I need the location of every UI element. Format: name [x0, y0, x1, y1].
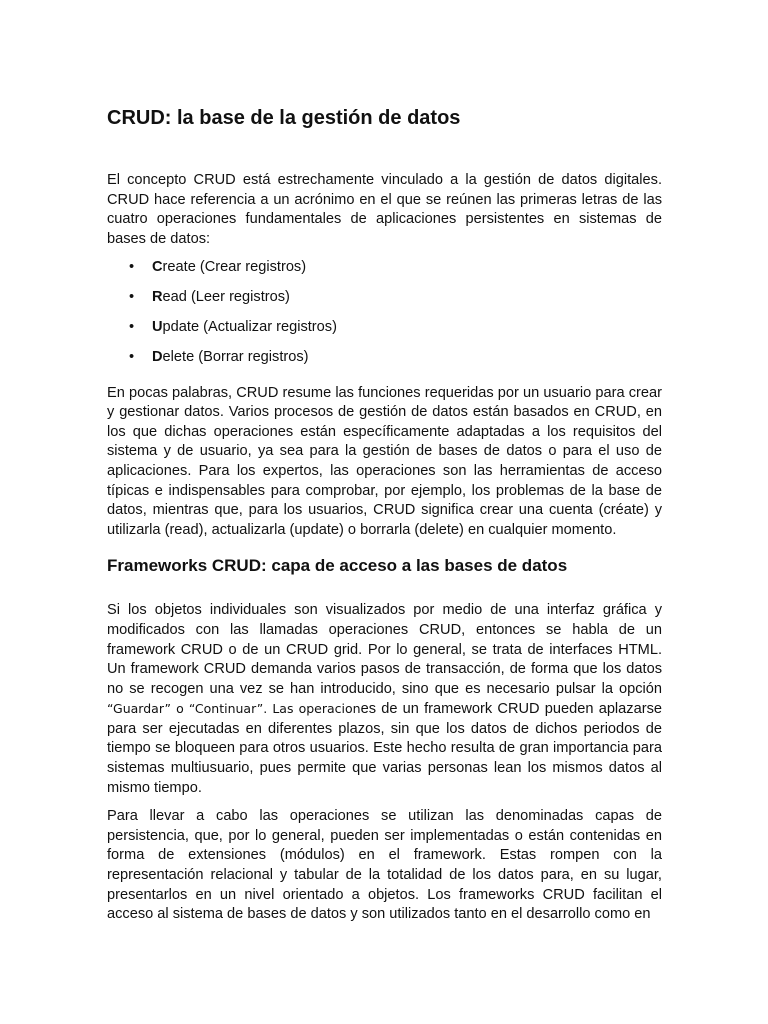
bullet-icon: •: [129, 348, 135, 365]
operation-initial: D: [152, 348, 163, 365]
operation-rest: elete (Borrar registros): [162, 348, 309, 365]
frameworks-paragraph-2: Para llevar a cabo las operaciones se utilizan las denominadas capas de persistencia, que, por lo general, pueden ser implementadas o están contenidas en forma de extensiones (módulos) en el framework. Estas rompen con la representación relacional y tabular de la totalidad de los datos para, en su lugar, presentarlos en un nivel orientado a objetos. Los frameworks CRUD facilitan el acceso al sistema de bases de datos y son utilizados tanto en el desarrollo como en: [107, 808, 662, 923]
crud-operations-list: [107, 258, 662, 377]
section-heading: Frameworks CRUD: capa de acceso a las bases de datos: [107, 556, 568, 576]
frameworks-text-part-a: Si los objetos individuales son visualizados por medio de una interfaz gráfica y modificados con las llamadas operaciones CRUD, entonces se habla de un framework CRUD o de un CRUD grid. Por lo general, se trata de interfaces HTML. Un framework CRUD demanda varios pasos de transacción, de forma que los datos no se recogen una vez se han introducido, sino que es necesario pulsar la opción: [107, 602, 662, 697]
operation-initial: C: [152, 259, 163, 276]
frameworks-text-alt-font: “Guardar” o “Continuar”. Las operacion: [107, 701, 361, 717]
document-page: [107, 104, 662, 934]
operation-rest: reate (Crear registros): [162, 259, 307, 276]
bullet-icon: •: [129, 259, 135, 276]
list-item: [107, 288, 662, 318]
list-item: [107, 318, 662, 348]
operation-rest: pdate (Actualizar registros): [162, 318, 337, 335]
frameworks-paragraph-1: [107, 601, 662, 798]
bullet-icon: •: [129, 318, 135, 335]
operation-rest: ead (Leer registros): [162, 289, 290, 306]
frameworks-text-part-b: es de un framework CRUD pueden aplazarse para ser ejecutadas en diferentes plazos, sin que los datos de dichos periodos de tiempo se bloqueen para otros usuarios. Este hecho resulta de gran importancia para sistemas multiusuario, pues permite que varias personas lean los mismos datos al mismo tiempo.: [107, 701, 662, 796]
list-item: [107, 348, 662, 378]
bullet-icon: •: [129, 289, 135, 306]
summary-paragraph: En pocas palabras, CRUD resume las funciones requeridas por un usuario para crear y gestionar datos. Varios procesos de gestión de datos están basados en CRUD, en los que dichas operaciones están específicamente adaptadas a los requisitos del sistema y de usuario, ya sea para la gestión de bases de datos o para el uso de aplicaciones. Para los expertos, las operaciones son las herramientas de acceso típicas e indispensables para comprobar, por ejemplo, los problemas de la base de datos, mientras que, para los usuarios, CRUD significa crear una cuenta (créate) y utilizarla (read), actualizarla (update) o borrarla (delete) en cualquier momento.: [107, 384, 662, 538]
document-title: CRUD: la base de la gestión de datos: [107, 107, 461, 129]
intro-paragraph: El concepto CRUD está estrechamente vinculado a la gestión de datos digitales. CRUD hace referencia a un acrónimo en el que se reúnen las primeras letras de las cuatro operaciones fundamentales de aplicaciones persistentes en sistemas de bases de datos:: [107, 172, 662, 247]
operation-initial: U: [152, 318, 163, 335]
list-item: [107, 258, 662, 288]
operation-initial: R: [152, 289, 163, 306]
